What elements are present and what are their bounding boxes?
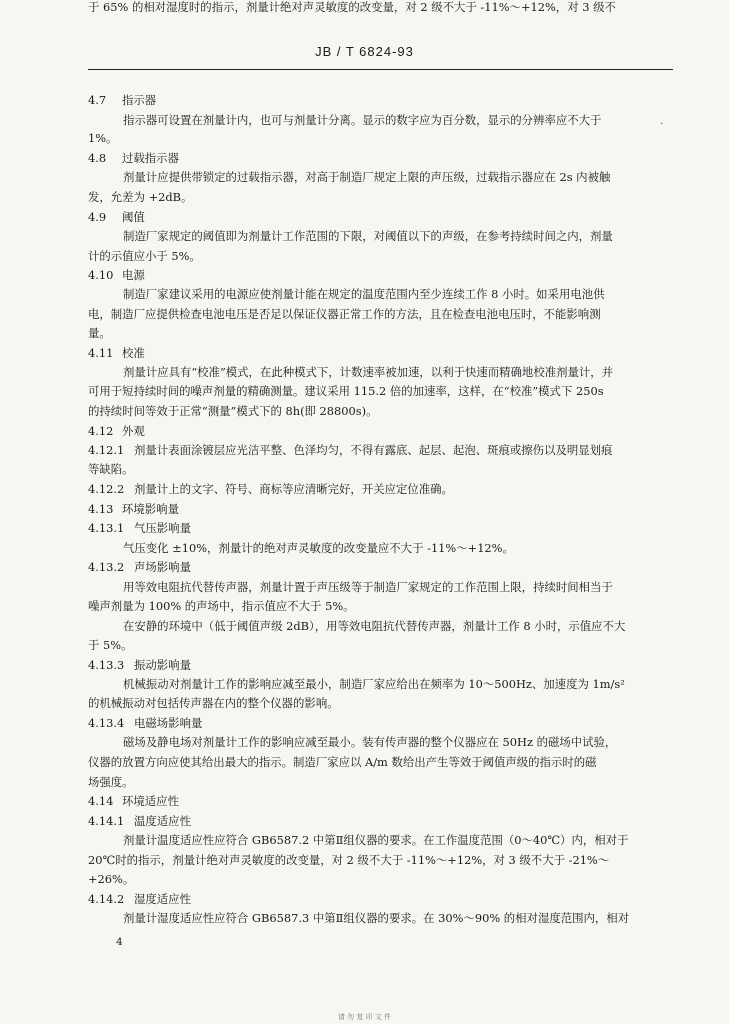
section-title: 环境影响量 [122,502,179,516]
paragraph-text: 噪声剂量为 100% 的声场中，指示值应不大于 5%。 [88,599,355,613]
section-title: 湿度适应性 [134,892,191,906]
paragraph-text: 的机械振动对包括传声器在内的整个仪器的影响。 [88,696,339,710]
paragraph-text: 用等效电阻抗代替传声器，剂量计置于声压级等于制造厂家规定的工作范围上限，持续时间相当于 [123,580,613,594]
header-rule [88,69,673,70]
paragraph-text: 可用于短持续时间的噪声剂量的精确测量。建议采用 115.2 倍的加速率，这样，在“校准”模式下 250s [88,384,604,398]
section-title: 剂量计表面涂镀层应光洁平整、色泽均匀，不得有露底、起层、起泡、斑痕或擦伤以及明显划痕 [134,443,613,457]
body-text-line [88,249,201,263]
page-header: JB / T 6824-93 [315,44,414,59]
section-number: 4.7 [88,93,107,107]
paragraph-text: 机械振动对剂量计工作的影响应减至最小，制造厂家应给出在频率为 10～500Hz、加速度为 1m/s² [123,677,625,691]
section-number: 4.10 [88,268,114,282]
body-text-line [88,404,377,418]
paragraph-text: 仪器的放置方向应使其给出最大的指示。制造厂家应以 A/m 数给出产生等效于阈值声级的指示时的磁 [88,755,597,769]
body-text-line [123,677,625,691]
section-heading-line [88,814,191,828]
paragraph-text: 发，允差为 +2dB。 [88,190,193,204]
page-number: 4 [116,936,123,948]
paragraph-text: +26%。 [88,872,135,886]
body-text-line [88,462,134,476]
page-footer: 请 勿 复 印 文 件 [337,1013,392,1021]
body-text-line [88,326,111,340]
section-heading-line [88,210,145,224]
body-text-line [88,775,134,789]
section-heading-line [88,502,179,516]
body-text-line [123,541,514,555]
paragraph-text: 剂量计温度适应性应符合 GB6587.2 中第Ⅱ组仪器的要求。在工作温度范围（0～40℃）内，相对于 [123,833,629,847]
paragraph-text: 在安静的环境中（低于阈值声级 2dB），用等效电阻抗代替传声器，剂量计工作 8 小时，示值应不大 [123,619,626,633]
section-number: 4.13.2 [88,560,125,574]
body-text-line [88,755,597,769]
section-heading-line [88,521,191,535]
body-text-line [123,170,610,184]
paragraph-text: 电，制造厂应提供检查电池电压是否足以保证仪器正常工作的方法，且在检查电池电压时，不能影响测 [88,307,601,321]
stray-mark: · [660,119,664,130]
body-text-line [123,229,613,243]
paragraph-text: 于 65% 的相对湿度时的指示，剂量计绝对声灵敏度的改变量，对 2 级不大于 -11%～+12%，对 3 级不 [88,0,616,14]
section-title: 阈值 [122,210,145,224]
section-title: 电源 [122,268,145,282]
body-text-line [88,384,604,398]
section-number: 4.9 [88,210,107,224]
paragraph-text: 1%。 [88,131,118,145]
section-number: 4.12.1 [88,443,125,457]
paragraph-text: 场强度。 [88,775,134,789]
section-title: 温度适应性 [134,814,191,828]
paragraph-text: 的持续时间等效于正常“测量”模式下的 8h(即 28800s)。 [88,404,378,418]
paragraph-text: 气压变化 ±10%，剂量计的绝对声灵敏度的改变量应不大于 -11%～+12%。 [123,541,514,555]
paragraph-text: 20℃时的指示，剂量计绝对声灵敏度的改变量，对 2 级不大于 -11%～+12%，对 3 级不大于 -21%～ [88,853,610,867]
section-title: 剂量计上的文字、符号、商标等应清晰完好，开关应定位准确。 [134,482,453,496]
paragraph-text: 于 5%。 [88,638,133,652]
section-number: 4.14 [88,794,114,808]
body-text-line [88,131,117,145]
section-heading-line [88,268,145,282]
section-title: 外观 [122,424,145,438]
section-number: 4.13.4 [88,716,125,730]
paragraph-text: 剂量计应具有“校准”模式，在此种模式下，计数速率被加速，以利于快速而精确地校准剂量计，并 [123,365,614,379]
body-text-line [88,638,132,652]
paragraph-text: 等缺陷。 [88,462,134,476]
body-text-line [123,287,605,301]
section-number: 4.14.1 [88,814,125,828]
section-title: 指示器 [122,93,157,107]
body-text-line [123,911,629,925]
section-heading-line [88,658,191,672]
body-text-line [88,307,601,321]
body-text-line [88,190,192,204]
section-heading-line [88,892,191,906]
body-text-line [123,735,616,749]
section-heading-line [88,151,179,165]
paragraph-text: 制造厂家建议采用的电源应使剂量计能在规定的温度范围内至少连续工作 8 小时。如采用电池供 [123,287,605,301]
section-number: 4.12.2 [88,482,125,496]
section-title: 振动影响量 [134,658,191,672]
body-text-line [88,872,134,886]
section-heading-line [88,794,179,808]
section-title: 声场影响量 [134,560,191,574]
section-heading-line [88,424,145,438]
paragraph-text: 制造厂家规定的阈值即为剂量计工作范围的下限，对阈值以下的声级，在参考持续时间之内，剂量 [123,229,613,243]
section-heading-line [88,93,156,107]
section-number: 4.13.1 [88,521,125,535]
section-title: 电磁场影响量 [134,716,203,730]
section-number: 4.8 [88,151,107,165]
body-text-line [123,619,625,633]
section-heading-line [88,482,453,496]
paragraph-text: 剂量计应提供带锁定的过载指示器，对高于制造厂规定上限的声压级，过载指示器应在 2s 内被触 [123,170,611,184]
section-heading-line [88,346,145,360]
section-heading-line [88,443,612,457]
body-text-line [123,113,601,127]
paragraph-text: 计的示值应小于 5%。 [88,249,201,263]
section-number: 4.14.2 [88,892,125,906]
body-text-line [123,833,628,847]
body-text-line [88,0,616,14]
section-heading-line [88,716,202,730]
section-title: 过载指示器 [122,151,179,165]
body-text-line [88,853,609,867]
section-number: 4.12 [88,424,114,438]
paragraph-text: 磁场及静电场对剂量计工作的影响应减至最小。装有传声器的整个仪器应在 50Hz 的磁场中试验， [123,735,617,749]
section-title: 环境适应性 [122,794,179,808]
section-title: 气压影响量 [134,521,191,535]
body-text-line [88,696,339,710]
paragraph-text: 剂量计湿度适应性应符合 GB6587.3 中第Ⅱ组仪器的要求。在 30%～90% 的相对湿度范围内，相对 [123,911,630,925]
paragraph-text: 量。 [88,326,111,340]
section-number: 4.11 [88,346,114,360]
section-number: 4.13.3 [88,658,125,672]
body-text-line [123,365,613,379]
paragraph-text: 指示器可设置在剂量计内，也可与剂量计分离。显示的数字应为百分数，显示的分辨率应不大于 [123,113,602,127]
section-title: 校准 [122,346,145,360]
body-text-line [88,599,355,613]
section-heading-line [88,560,191,574]
section-number: 4.13 [88,502,114,516]
body-text-line [123,580,613,594]
